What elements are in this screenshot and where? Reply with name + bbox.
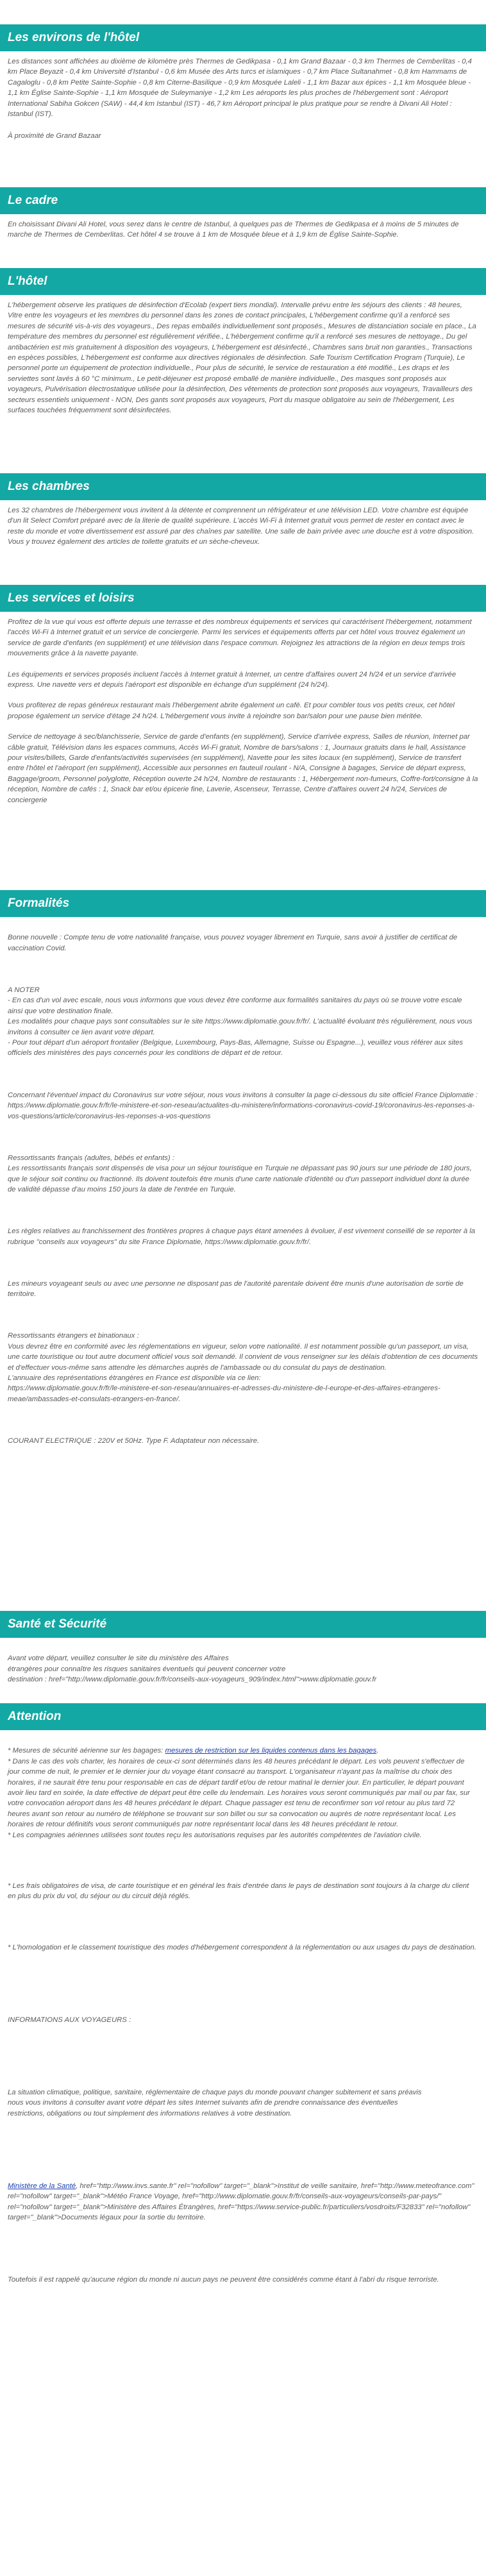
liquids-restriction-link[interactable]: mesures de restriction sur les liquides contenus dans les bagages [165,1747,377,1755]
attention-p6-rest: , href="http://www.invs.sante.fr" rel="nofollow" target="_blank">Institut de veille sanitaire, href="http://www.meteofrance.com" rel="nofollow" target="_blank">Météo France Voyage, href="http://www.diplomatie.gouv.fr/fr/conseils-aux-voyageurs/conseils-par-pays/" rel="nofollow" target="_blank">Ministère des Affaires Étrangères, href="https://www.service-public.fr/particuliers/vosdroits/F32833" rel="nofollow" target="_blank">Documents légaux pour la sortie du territoire. [8,2182,474,2222]
services-p1: Profitez de la vue qui vous est offerte depuis une terrasse et des nombreux équipements et services qui caractérisent l'hébergement, notamment l'accès Wi-Fi à Internet gratuit et un service de conciergerie. Parmi les services et équipements offerts par cet hôtel vous trouvez également un service de garde d'enfants (en supplément) et une télévision dans l'espace commun. Rejoignez les attractions de la région en deux temps trois mouvements grâce à la navette payante. [8,618,472,658]
attention-p1-rest: . * Dans le cas des vols charter, les horaires de ceux-ci sont déterminés dans les 48 heures précédant le départ. Les vols peuvent s'effectuer de jour comme de nuit, le premier et le dernier jour du voyage étant consacré au transport. L'organisateur n'ayant pas la maîtrise du choix des horaires, il ne saurait être tenu pour responsable en cas de départ tardif et/ou de retour matinal le dernier jour. En particulier, le départ pouvant avoir lieu tard en soirée, la date effective de départ peut être celle du lendemain. Les horaires vous seront communiqués par mail ou par fax, sur votre convocation aéroport dans les 48 heures précédant le départ. Chaque passager est tenu de reconfirmer son vol retour au plus tard 72 heures avant son retour au numéro de téléphone se trouvant sur son billet ou sur sa convocation ou auprès de notre représentant local. Les horaires de retour définitifs vous seront communiqués par notre représentant local dans les 48 heures précédant le retour. * Les compagnies aériennes utilisées sont toutes reçu les autorisations requises par les autorités compétentes de l'aviation civile. [8,1747,470,1839]
section-hotel [0,268,486,416]
section-title-sante: Santé et Sécurité [0,1611,486,1638]
section-services [0,585,486,805]
section-chambres [0,473,486,548]
formalites-p5: Les règles relatives au franchissement des frontières propres à chaque pays étant amenées à évoluer, il est vivement conseillé de se reporter à la rubrique "conseils aux voyageurs" du site France Diplomatie, https://www.diplomatie.gouv.fr/fr/. [8,1227,476,1246]
attention-p3: * L'homologation et le classement touristique des modes d'hébergement correspondent à la réglementation ou aux usages du pays de destination. [8,1943,476,1951]
formalites-p7: Ressortissants étrangers et binationaux : Vous devrez être en conformité avec les réglementations en vigueur, selon votre nationalité. Il est notamment possible qu'un passeport, un visa, une carte touristique ou tout autre document officiel vous soit demandé. Il convient de vous renseigner sur les délais d'obtention de ces documents et d'effectuer vous-même sans attendre les démarches auprès de l'ambassade ou du consulat du pays de destination. L'annuaire des représentations étrangères en France est disponible via ce lien: https://www.diplomatie.gouv.fr/fr/le-ministere-et-son-reseau/annuaires-et-adresses-du-ministere-de-l-europe-et-des-affaires-etrangeres-meae/ambassades-et-consulats-etrangers-en-france/. [8,1332,478,1403]
sante-text: Avant votre départ, veuillez consulter le site du ministère des Affaires étrangères pour connaître les risques sanitaires éventuels qui peuvent concerner votre destination : href="http://www.diplomatie.gouv.fr/fr/conseils-aux-voyageurs_909/index.html">www.diplomatie.gouv.fr [8,1654,377,1684]
hotel-text: L'hébergement observe les pratiques de désinfection d'Ecolab (expert tiers mondial). Intervalle prévu entre les séjours des clients : 48 heures, Vitre entre les voyageurs et les membres du personnel dans les zones de contact principales, L'hébergement confirme qu'il a renforcé ses mesures de sécurité vis-à-vis des voyageurs., Des repas emballés individuellement sont proposés., Mesures de distanciation sociale en place., La température des membres du personnel est régulièrement vérifiée., L'hébergement confirme qu'il a renforcé ses mesures de nettoyage., Du gel antibactérien est mis gratuitement à disposition des voyageurs, L'hébergement est désinfecté., Chambres sans bruit non garanties., Transactions en espèces possibles, L'hébergement est conforme aux directives régionales de désinfection. Safe Tourism Certification Program (Turquie), Le personnel porte un équipement de protection individuelle., Pour plus de sécurité, le service de restauration a été modifié., Les draps et les serviettes sont lavés à 60 °C minimum., Le petit-déjeuner est proposé emballé de manière individuelle., Des masques sont proposés aux voyageurs, Pulvérisation électrostatique utilisée pour la désinfection, Des vêtements de protection sont proposés aux voyageurs, Travailleurs des secteurs essentiels uniquement - NON, Des gants sont proposés aux voyageurs, Port du masque obligatoire au sein de l'hébergement, Les surfaces touchées fréquemment sont désinfectées. [8,301,476,415]
section-title-attention: Attention [0,1703,486,1730]
formalites-p3: Concernant l'éventuel impact du Coronavirus sur votre séjour, nous vous invitons à consulter la page ci-dessous du site officiel France Diplomatie : https://www.diplomatie.gouv.fr/fr/le-ministere-et-son-reseau/actualites-du-ministere/informations-coronavirus-covid-19/coronavirus-les-reponses-a-vos-questions/article/coronavirus-les-reponses-a-vos-questions [8,1091,478,1120]
section-title-environs: Les environs de l'hôtel [0,24,486,51]
section-cadre [0,187,486,240]
attention-p2: * Les frais obligatoires de visa, de carte touristique et en général les frais d'entrée dans le pays de destination sont toujours à la charge du client en plus du prix du vol, du séjour ou du circuit déjà réglés. [8,1881,469,1901]
attention-p1 [8,1746,478,1840]
attention-p6 [8,2181,478,2223]
environs-proximity: À proximité de Grand Bazaar [8,132,101,140]
formalites-p1: Bonne nouvelle : Compte tenu de votre nationalité française, vous pouvez voyager librement en Turquie, sans avoir à justifier de certificat de vaccination Covid. [8,934,458,952]
section-title-formalites: Formalités [0,890,486,917]
services-p4: Service de nettoyage à sec/blanchisserie, Service de garde d'enfants (en supplément), Service d'arrivée express, Salles de réunion, Internet par câble gratuit, Télévision dans les espaces communs, Accès Wi-Fi gratuit, Nombre de bars/salons : 1, Journaux gratuits dans le hall, Assistance pour visites/billets, Garde d'enfants/activités supervisées (en supplément), Navette pour les sites locaux (en supplément), Service de transfert entre l'hôtel et l'aéroport (en supplément), Accessible aux personnes en fauteuil roulant - N/A, Consigne à bagages, Service de départ express, Baggage/groom, Personnel polyglotte, Réception ouverte 24 h/24, Nombre de restaurants : 1, Hébergement non-fumeurs, Coffre-fort/consigne à la réception, Nombre de cafés : 1, Snack bar et/ou épicerie fine, Laverie, Ascenseur, Terrasse, Centre d'affaires ouvert 24 h/24, Services de conciergerie [8,733,478,804]
attention-p5: La situation climatique, politique, sanitaire, réglementaire de chaque pays du monde pouvant changer subitement et sans préavis nous vous invitons à consulter avant votre départ les sites Internet suivants afin de prendre connaissance des éventuelles restrictions, obligations ou tout simplement des informations relatives à votre destination. [8,2088,422,2117]
ministere-sante-link[interactable]: Ministère de la Santé [8,2182,76,2190]
section-sante [0,1611,486,1696]
environs-distances: Les distances sont affichées au dixième de kilomètre près Thermes de Gedikpasa - 0,1 km Grand Bazaar - 0,3 km Thermes de Cemberlitas - 0,4 km Place Beyazit - 0,4 km Université d'Istanbul - 0,6 km Musée des Arts turcs et islamiques - 0,7 km Place Sultanahmet - 0,8 km Hammams de Cagaloglu - 0,8 km Petite Sainte-Sophie - 0,8 km Citerne-Basilique - 0,9 km Mosquée Laleli - 1,1 km Bazar aux épices - 1,1 km Mosquée bleue - 1,1 km Église Sainte-Sophie - 1,1 km Mosquée de Suleymaniye - 1,2 km Les aéroports les plus proches de l'hébergement sont : Aéroport International Sabiha Gokcen (SAW) - 44,4 km Istanbul (IST) - 46,7 km Aéroport principal le plus pratique pour se rendre à Divani Ali Hotel : Istanbul (IST). [8,58,472,119]
services-p3: Vous profiterez de repas généreux restaurant mais l'hébergement abrite également un café. Et pour combler tous vos petits creux, cet hôtel propose également un service d'étage 24 h/24. L'hébergement vous invite à rejoindre son bar/salon pour une pause bien méritée. [8,702,455,720]
formalites-p4: Ressortissants français (adultes, bébés et enfants) : Les ressortissants français sont dispensés de visa pour un séjour touristique en Turquie ne dépassant pas 90 jours sur une période de 180 jours, que le séjour soit continu ou fractionné. Ils doivent toutefois être munis d'une carte nationale d'identité ou d'un passeport individuel dont la durée de validité dépasse d'au moins 150 jours la date de l'entrée en Turquie. [8,1154,472,1193]
section-title-chambres: Les chambres [0,473,486,500]
attention-p1-prefix: * Mesures de sécurité aérienne sur les bagages: [8,1747,165,1755]
services-p2: Les équipements et services proposés incluent l'accès à Internet gratuit à Internet, un centre d'affaires ouvert 24 h/24 et un service d'arrivée express. Une navette vers et depuis l'aéroport est disponible en échange d'un supplément (24 h/24). [8,670,457,689]
section-title-services: Les services et loisirs [0,585,486,612]
section-title-cadre: Le cadre [0,187,486,214]
attention-p4: INFORMATIONS AUX VOYAGEURS : [8,2016,131,2024]
section-environs [0,24,486,142]
section-title-hotel: L'hôtel [0,268,486,295]
formalites-p6: Les mineurs voyageant seuls ou avec une personne ne disposant pas de l'autorité parentale doivent être munis d'une autorisation de sortie de territoire. [8,1279,464,1299]
formalites-p2: A NOTER - En cas d'un vol avec escale, nous vous informons que vous devez être conforme aux formalités sanitaires du pays où se trouve votre escale ainsi que votre destination finale. Les modalités pour chaque pays sont consultables sur le site https://www.diplomatie.gouv.fr/fr/. L'actualité évoluant très régulièrement, nous vous invitons à consulter ce lien avant votre départ. - Pour tout départ d'un aéroport frontalier (Belgique, Luxembourg, Pays-Bas, Allemagne, Suisse ou Espagne...), veuillez vous référer aux sites officiels des ministères des pays concernés pour les conditions de départ et de retour. [8,986,473,1057]
cadre-text: En choisissant Divani Ali Hotel, vous serez dans le centre de Istanbul, à quelques pas de Thermes de Gedikpasa et à moins de 5 minutes de marche de Thermes de Cemberlitas. Cet hôtel 4 se trouve à 1 km de Mosquée bleue et à 1,9 km de Église Sainte-Sophie. [8,221,459,239]
attention-p7: Toutefois il est rappelé qu'aucune région du monde ni aucun pays ne peuvent être considérés comme étant à l'abri du risque terroriste. [8,2276,439,2284]
section-attention [0,1703,486,2296]
section-formalites [0,890,486,1457]
formalites-p8: COURANT ELECTRIQUE : 220V et 50Hz. Type F. Adaptateur non nécessaire. [8,1437,260,1445]
chambres-text: Les 32 chambres de l'hébergement vous invitent à la détente et comprennent un réfrigérateur et une télévision LED. Votre chambre est équipée d'un lit Select Comfort préparé avec de la literie de qualité supérieure. L'accès Wi-Fi à Internet gratuit vous permet de rester en contact avec le reste du monde et votre divertissement est assuré par des chaînes par satellite. Une salle de bain privée avec une douche est à votre disposition. Vous y trouvez également des articles de toilette gratuits et un sèche-cheveux. [8,507,474,546]
